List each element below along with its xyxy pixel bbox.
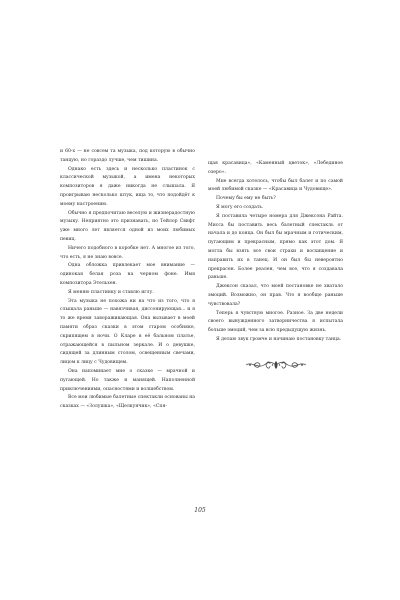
page-number: 105	[194, 507, 206, 514]
paragraph: Эта музыка не похожа ни на что из того, что я слышала раньше — навязчивая, диссонирующая... и я то же время завораживающая. Она вызывает в моей памяти образ сказки в этом старом особняке, скрипящем в ночи. О Кларе в её бальном платье, отражающейся в пыльном зеркале. И о девушке, сидящей за длинным столом, освещенным свечами, лицом к лицу с Чудовищем.	[60, 298, 195, 366]
paragraph: Я делаю звук громче и начинаю постановку танца.	[216, 336, 342, 342]
floral-divider-ornament-icon	[244, 359, 308, 371]
paragraph: Джексон сказал, что моей постановке не хватало эмоций. Возможно, он прав. Что я вообще раньше чувствовала?	[208, 284, 343, 307]
paragraph: Однако есть здесь и несколько пластинок с классической музыкой, а имена некоторых композиторов я даже никогда не слышала. Я проигрываю несколько штук, ища то, что подойдёт к моему настроению.	[60, 166, 195, 207]
right-column	[208, 160, 343, 371]
paragraph: Ничего подобного в коробке нет. А многое из того, что есть, я не знаю вовсе.	[60, 245, 195, 260]
paragraph: Теперь я чувствую многое. Разное. За две недели своего вынужденного затворничества я испытала больше эмоций, чем за всю предыдущую жизнь.	[208, 310, 343, 334]
paragraph: Мне всегда хотелось, чтобы был балет и по самой моей любимой сказке — «Красавица и Чудовище».	[208, 178, 343, 193]
paragraph: и 60-х — не совсем та музыка, под которую в обычно танцую, но гораздо лучше, чем тишина.	[60, 149, 195, 163]
paragraph: Все мои любимые балетные спектакли основаны на сказках — «Золушка», «Щелкунчик», «Спя-	[60, 395, 196, 410]
paragraph: Одна обложка привлекает мое внимание — одинокая белая роза на черном фоне. Имя композитора Этельхен.	[60, 263, 195, 286]
paragraph: Я меняю пластинку и ставлю иглу.	[68, 289, 154, 295]
paragraph: Обычно я предпочитаю веселую и жизнерадостную музыку. Неприятно это признавать, но Тейлор Свифт уже много лет является одной из моих любимых певиц.	[60, 210, 196, 242]
paragraph: Я поставила четыре номера для Джексона Райта. Мисса бы поставить весь балетный спектакль от начала и до конца. Он был бы мрачным и готическим, пугающим и прекрасным, прямо как этот дом. Я могла бы взять все свои страхи и восхищение и направить их в танец. И он был бы невероятно прекрасен. Более реален, чем все, что я создавала раньше.	[208, 213, 343, 281]
paragraph: Она напоминает мне о сказке — мрачной и пугающей. Но также и манящей. Наполненной приключениями, опасностями и волшебством.	[60, 368, 195, 392]
paragraph: щая красавица», «Каменный цветок», «Лебединое озеро».	[208, 161, 343, 175]
paragraph: Почему бы ему не быть?	[216, 196, 276, 202]
left-column	[60, 148, 195, 412]
paragraph: Я могу его создать.	[216, 204, 264, 210]
